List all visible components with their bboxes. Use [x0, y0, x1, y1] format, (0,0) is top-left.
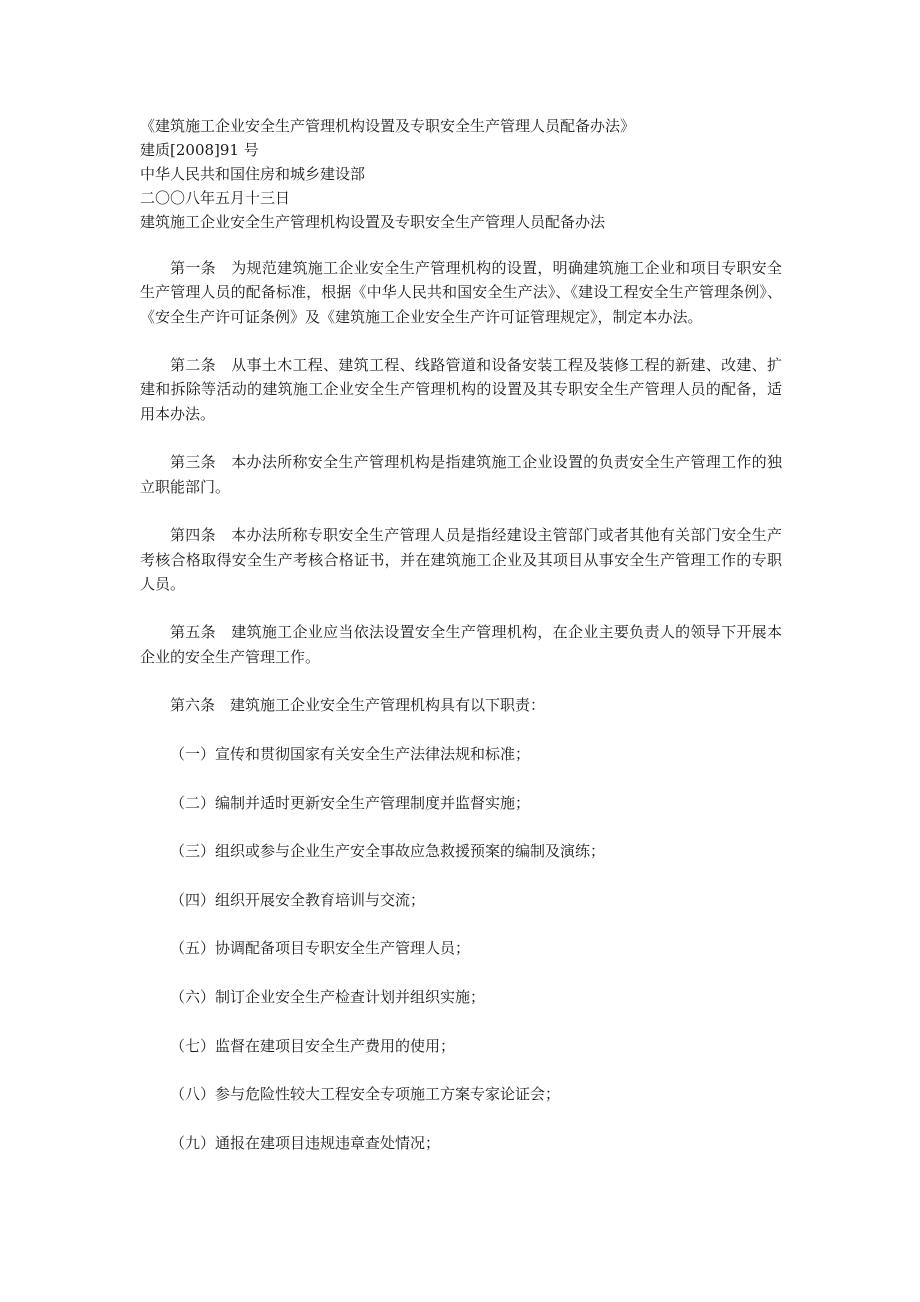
duty-item: （九）通报在建项目违规违章查处情况；: [170, 1133, 441, 1152]
document-header: [140, 114, 800, 234]
issue-date: 二〇〇八年五月十三日: [140, 189, 291, 207]
duty-item: （三）组织或参与企业生产安全事故应急救援预案的编制及演练；: [170, 842, 606, 861]
article-1: 第一条 为规范建筑施工企业安全生产管理机构的设置，明确建筑施工企业和项目专职安全生产管理人员的配备标准，根据《中华人民共和国安全生产法》、《建设工程安全生产管理条例》、《安全生产许可证条例》及《建筑施工企业安全生产许可证管理规定》，制定本办法。: [140, 259, 782, 326]
duty-item: （二）编制并适时更新安全生产管理制度并监督实施；: [170, 793, 531, 812]
article-3: 第三条 本办法所称安全生产管理机构是指建筑施工企业设置的负责安全生产管理工作的独立职能部门。: [140, 453, 782, 496]
article-2: 第二条 从事土木工程、建筑工程、线路管道和设备安装工程及装修工程的新建、改建、扩建和拆除等活动的建筑施工企业安全生产管理机构的设置及其专职安全生产管理人员的配备，适用本办法。: [140, 356, 782, 423]
document-subtitle: 建筑施工企业安全生产管理机构设置及专职安全生产管理人员配备办法: [140, 213, 606, 231]
duty-item: （一）宣传和贯彻国家有关安全生产法律法规和标准；: [170, 744, 531, 763]
issuing-authority: 中华人民共和国住房和城乡建设部: [140, 165, 366, 183]
document-title: 《建筑施工企业安全生产管理机构设置及专职安全生产管理人员配备办法》: [140, 117, 636, 135]
article-5: 第五条 建筑施工企业应当依法设置安全生产管理机构，在企业主要负责人的领导下开展本企业的安全生产管理工作。: [140, 623, 782, 666]
document-number: 建质[2008]91 号: [140, 141, 259, 159]
duty-item: （八）参与危险性较大工程安全专项施工方案专家论证会；: [170, 1085, 561, 1104]
duty-item: （四）组织开展安全教育培训与交流；: [170, 890, 426, 909]
duty-item: （七）监督在建项目安全生产费用的使用；: [170, 1036, 456, 1055]
article-6: 第六条 建筑施工企业安全生产管理机构具有以下职责：: [170, 696, 546, 715]
document-body: [140, 256, 782, 1179]
article-4: 第四条 本办法所称专职安全生产管理人员是指经建设主管部门或者其他有关部门安全生产考核合格取得安全生产考核合格证书，并在建筑施工企业及其项目从事安全生产管理工作的专职人员。: [140, 526, 782, 593]
duty-item: （五）协调配备项目专职安全生产管理人员；: [170, 939, 471, 958]
duty-item: （六）制订企业安全生产检查计划并组织实施；: [170, 987, 486, 1006]
